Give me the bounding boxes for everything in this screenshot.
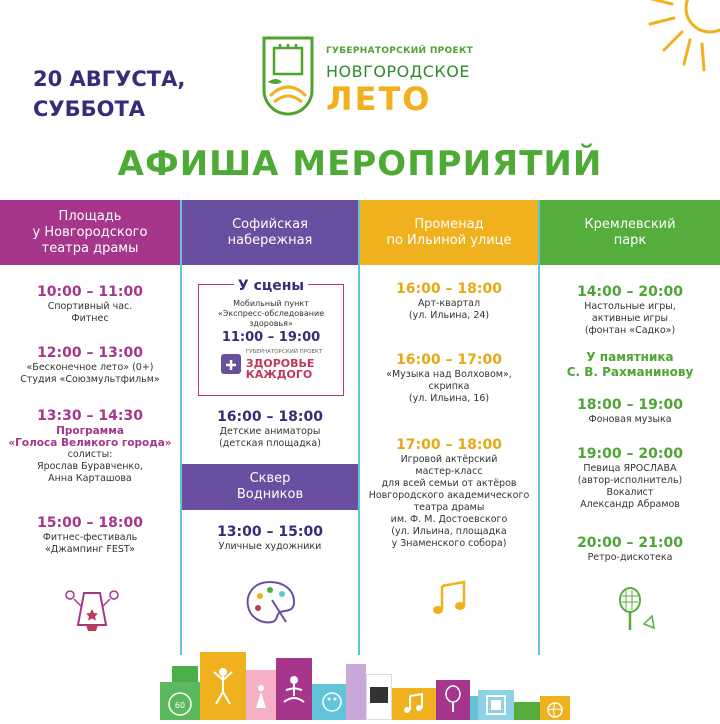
event-line: Вокалист (606, 487, 654, 498)
event-item (0, 283, 180, 325)
event-line: Детские аниматоры (219, 426, 321, 437)
event-time: 17:00 – 18:00 (396, 437, 502, 453)
event-line: Студия «Союзмультфильм» (20, 374, 160, 385)
dancer-icon (200, 652, 246, 720)
event-line: Ярослав Буравченко, (36, 461, 143, 472)
disco-light-icon (62, 585, 122, 633)
event-item (540, 534, 720, 564)
stage-line: «Экспресс-обследование (217, 309, 325, 318)
column-kremlin-park (540, 200, 720, 655)
header-line: Софийская (232, 216, 308, 232)
header-line: Водников (236, 487, 304, 502)
sun-icon (630, 0, 720, 90)
event-line: (ул. Ильина, площадка (391, 526, 507, 537)
logo (258, 34, 478, 118)
location-line: С. В. Рахманинову (566, 365, 694, 379)
badge-line: КАЖДОГО (245, 368, 313, 381)
event-line: скрипка (428, 381, 470, 392)
event-time: 18:00 – 19:00 (577, 397, 683, 413)
event-item (360, 351, 538, 405)
event-line: Певица ЯРОСЛАВА (583, 463, 677, 474)
header-line: Площадь (58, 208, 122, 224)
stage-line: здоровья» (249, 319, 293, 328)
event-line: Фитнес-фестиваль (42, 532, 138, 543)
event-time: 13:30 – 14:30 (37, 408, 143, 424)
event-line: Уличные художники (218, 541, 322, 552)
event-line: Ретро-дискотека (587, 552, 673, 563)
event-item (182, 408, 358, 450)
event-item (360, 436, 538, 550)
stage-title: У сцены (234, 278, 308, 294)
event-line: (детская площадка) (219, 438, 321, 449)
event-time: 10:00 – 11:00 (37, 284, 143, 300)
event-line: Александр Абрамов (580, 499, 680, 510)
column-header (182, 200, 358, 265)
event-line: для всей семьи от актёров (381, 478, 517, 489)
event-time: 16:00 – 18:00 (396, 281, 502, 297)
event-line: солисты: (67, 449, 113, 460)
badge-small: ГУБЕРНАТОРСКИЙ ПРОЕКТ (245, 349, 323, 355)
event-time: 20:00 – 21:00 (577, 535, 683, 551)
event-line: Новгородского академического (368, 490, 530, 501)
header-line: парк (613, 232, 647, 248)
event-line: «Музыка над Волховом», (386, 369, 512, 380)
tile (470, 696, 478, 720)
health-badge (199, 347, 343, 380)
svg-text:60: 60 (174, 701, 186, 710)
header-line: театра драмы (41, 240, 139, 256)
event-highlight: Программа (56, 425, 124, 437)
angel-icon (246, 670, 276, 720)
event-line: Спортивный час. (47, 301, 133, 312)
column-header (0, 200, 180, 265)
event-line: (ул. Ильина, 24) (408, 310, 490, 321)
palette-icon (242, 578, 298, 628)
header-line: у Новгородского (32, 224, 148, 240)
stage-time: 11:00 – 19:00 (221, 330, 321, 345)
logo-subtitle: НОВГОРОДСКОЕ (326, 62, 470, 81)
location-label (540, 350, 720, 380)
meditation-icon (276, 658, 312, 720)
event-time: 12:00 – 13:00 (37, 345, 143, 361)
tile (514, 702, 540, 720)
event-time: 15:00 – 18:00 (37, 515, 143, 531)
event-item (182, 523, 358, 553)
event-item (360, 280, 538, 322)
event-line: Фитнес (71, 313, 109, 324)
clapperboard-icon (366, 674, 392, 720)
event-line: Настольные игры, (584, 301, 676, 312)
event-item (540, 445, 720, 511)
sub-header-vodnikov-square (182, 464, 358, 510)
header-line: Сквер (249, 471, 291, 486)
event-time: 19:00 – 20:00 (577, 446, 683, 462)
column-sofia-embankment (180, 200, 360, 655)
event-item (0, 344, 180, 386)
event-line: (ул. Ильина, 16) (408, 393, 490, 404)
stamp-icon (478, 690, 514, 720)
event-line: активные игры (591, 313, 669, 324)
palette-tile-icon (318, 688, 346, 716)
date-line: 20 АВГУСТА, (33, 67, 186, 91)
header-line: набережная (227, 232, 313, 248)
event-line: театра драмы (413, 502, 485, 513)
header-line: по Ильиной улице (386, 232, 512, 248)
event-line: «Джампинг FEST» (45, 544, 135, 555)
event-line: Анна Карташова (48, 473, 132, 484)
event-line: Фоновая музыка (588, 414, 672, 425)
weekday-line: СУББОТА (33, 97, 146, 121)
event-time: 16:00 – 18:00 (217, 409, 323, 425)
column-ilyina-promenade (360, 200, 540, 655)
event-line: им. Ф. М. Достоевского (390, 514, 508, 525)
column-header (360, 200, 538, 265)
event-item (0, 514, 180, 556)
novgorod-summer-emblem-icon (258, 34, 318, 118)
event-line: «Бесконечное лето» (0+) (26, 362, 154, 373)
event-line: мастер-класс (415, 466, 483, 477)
event-highlight: «Голоса Великого города» (8, 437, 172, 449)
event-date (33, 64, 193, 124)
badminton-icon (614, 586, 658, 636)
event-time: 14:00 – 20:00 (577, 284, 683, 300)
event-line: (автор-исполнитель) (577, 475, 683, 486)
column-theatre-square (0, 200, 180, 655)
column-header (540, 200, 720, 265)
logo-supertitle: ГУБЕРНАТОРСКИЙ ПРОЕКТ (326, 46, 474, 56)
event-item (540, 396, 720, 426)
tile (346, 664, 366, 720)
header-line: Променад (414, 216, 484, 232)
event-time: 13:00 – 15:00 (217, 524, 323, 540)
tennis-racket-icon (436, 680, 470, 720)
event-item (540, 283, 720, 337)
page-title: АФИША МЕРОПРИЯТИЙ (117, 144, 603, 184)
music-note-tile-icon (392, 688, 436, 720)
timer-60-icon (160, 682, 200, 720)
event-line: у Знаменского собора) (391, 538, 507, 549)
event-item (0, 407, 180, 485)
header-line: Кремлевский (584, 216, 676, 232)
stage-health-box (198, 278, 344, 396)
music-note-icon (430, 578, 470, 618)
volleyball-icon (540, 696, 570, 720)
event-line: Арт-квартал (417, 298, 481, 309)
stage-line: Мобильный пункт (233, 299, 309, 308)
bottom-decoration (0, 640, 720, 720)
stage-description (199, 299, 343, 329)
event-line: (фонтан «Садко») (584, 325, 676, 336)
event-time: 16:00 – 17:00 (396, 352, 502, 368)
location-line: У памятника (586, 350, 674, 364)
event-line: Игровой актёрский (400, 454, 498, 465)
logo-title: ЛЕТО (326, 80, 432, 118)
health-emblem-icon (220, 353, 242, 375)
badge-line: ЗДОРОВЬЕ (245, 357, 315, 370)
